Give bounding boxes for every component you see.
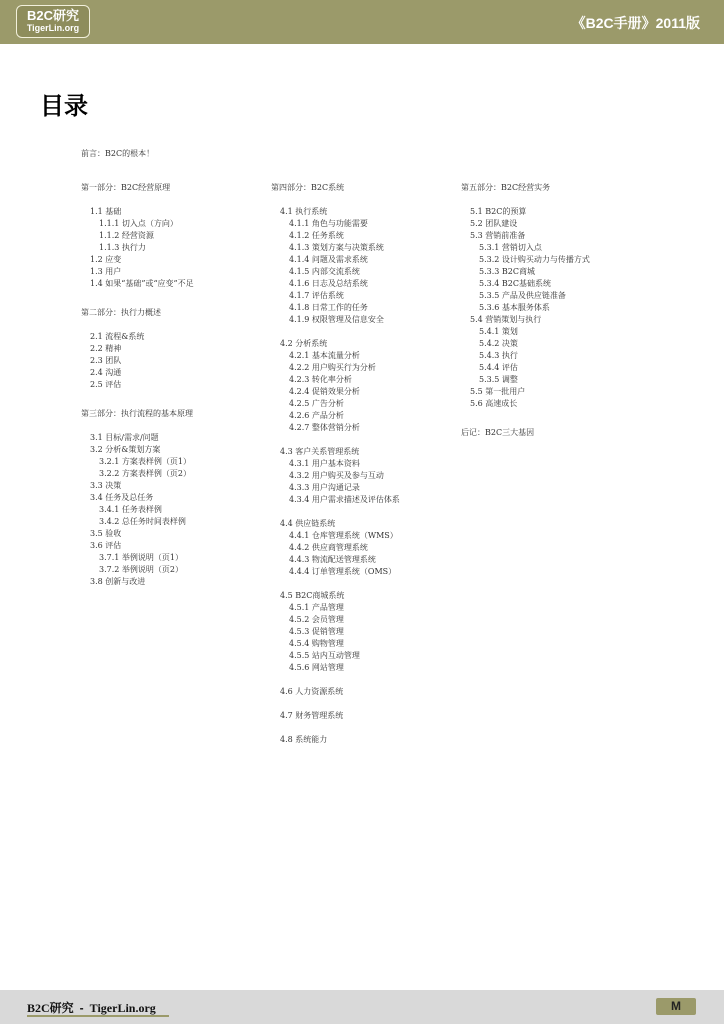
toc-entry[interactable]: 4.3.2 用户购买及参与互动 (289, 471, 384, 480)
toc-entry[interactable]: 5.3.5 调整 (479, 375, 518, 384)
toc-group (461, 206, 641, 410)
toc-section (81, 307, 261, 391)
toc-entry[interactable]: 4.7 财务管理系统 (280, 711, 344, 720)
toc-entry[interactable]: 4.4.1 仓库管理系统（WMS） (289, 531, 398, 540)
toc-entry[interactable]: 3.1 目标/需求/问题 (90, 433, 159, 442)
page-number-badge: M (656, 998, 696, 1015)
site-logo[interactable] (16, 5, 90, 38)
toc-entry[interactable]: 1.1.1 切入点（方向） (99, 219, 178, 228)
toc-entry[interactable]: 5.6 高速成长 (470, 399, 518, 408)
toc-entry[interactable]: 4.3.4 用户需求描述及评估体系 (289, 495, 400, 504)
page-title: 目录 (40, 92, 88, 120)
toc-entry[interactable]: 4.2.7 整体营销分析 (289, 423, 360, 432)
toc-section-title[interactable]: 第一部分：B2C经营原理 (81, 183, 171, 192)
toc-entry[interactable]: 3.8 创新与改进 (90, 577, 146, 586)
toc-section-title[interactable]: 第五部分：B2C经营实务 (461, 183, 551, 192)
toc-entry[interactable]: 3.3 决策 (90, 481, 122, 490)
toc-entry[interactable]: 4.1 执行系统 (280, 207, 328, 216)
toc-entry[interactable]: 4.8 系统能力 (280, 735, 328, 744)
toc-entry[interactable]: 1.2 应变 (90, 255, 122, 264)
toc-entry[interactable]: 5.4 营销策划与执行 (470, 315, 542, 324)
toc-column-1 (81, 182, 261, 605)
toc-entry[interactable]: 5.4.1 策划 (479, 327, 518, 336)
toc-entry[interactable]: 2.5 评估 (90, 380, 122, 389)
toc-section-title[interactable]: 第三部分：执行流程的基本原理 (81, 409, 193, 418)
logo-sub-text: TigerLin.org (26, 23, 80, 33)
toc-entry[interactable]: 3.2.1 方案表样例（页1） (99, 457, 191, 466)
book-title: 《B2C手册》2011版 (571, 15, 700, 31)
toc-section (81, 182, 261, 290)
toc-group (271, 206, 451, 326)
toc-entry[interactable]: 4.5.5 站内互动管理 (289, 651, 360, 660)
toc-entry[interactable]: 3.7.1 举例说明（页1） (99, 553, 183, 562)
toc-entry[interactable]: 5.3.2 设计购买动力与传播方式 (479, 255, 590, 264)
toc-entry[interactable]: 4.1.4 问题及需求系统 (289, 255, 368, 264)
toc-entry[interactable]: 4.2 分析系统 (280, 339, 328, 348)
toc-group (271, 338, 451, 434)
toc-entry[interactable]: 4.2.5 广告分析 (289, 399, 344, 408)
toc-section-title[interactable]: 第二部分：执行力概述 (81, 308, 161, 317)
toc-entry[interactable]: 4.4 供应链系统 (280, 519, 336, 528)
toc-group (271, 446, 451, 506)
toc-entry[interactable]: 4.1.2 任务系统 (289, 231, 344, 240)
toc-entry[interactable]: 4.5 B2C商城系统 (280, 591, 345, 600)
toc-entry[interactable]: 2.4 沟通 (90, 368, 122, 377)
footer-bar (0, 990, 724, 1024)
toc-entry[interactable]: 4.5.4 购物管理 (289, 639, 344, 648)
toc-entry[interactable]: 4.5.2 会员管理 (289, 615, 344, 624)
toc-entry[interactable]: 4.3.3 用户沟通记录 (289, 483, 360, 492)
toc-entry[interactable]: 5.4.2 决策 (479, 339, 518, 348)
logo-main-text: B2C研究 (26, 8, 79, 23)
toc-entry[interactable]: 5.4.4 评估 (479, 363, 518, 372)
toc-entry[interactable]: 5.3.1 营销切入点 (479, 243, 542, 252)
toc-entry[interactable]: 1.4 如果“基础”或“应变”不足 (90, 279, 194, 288)
toc-entry[interactable]: 5.3.3 B2C商城 (479, 267, 535, 276)
toc-section (461, 427, 641, 439)
toc-entry[interactable]: 5.3.4 B2C基础系统 (479, 279, 551, 288)
toc-entry[interactable]: 4.4.4 订单管理系统（OMS） (289, 567, 397, 576)
toc-entry[interactable]: 4.1.9 权限管理及信息安全 (289, 315, 384, 324)
toc-entry[interactable]: 5.3.5 产品及供应链准备 (479, 291, 566, 300)
toc-entry[interactable]: 4.1.3 策划方案与决策系统 (289, 243, 384, 252)
footer-separator: - (79, 1001, 84, 1015)
toc-entry[interactable]: 4.1.1 角色与功能需要 (289, 219, 368, 228)
toc-entry[interactable]: 3.4 任务及总任务 (90, 493, 154, 502)
toc-entry[interactable]: 4.6 人力资源系统 (280, 687, 344, 696)
toc-entry[interactable]: 1.3 用户 (90, 267, 122, 276)
toc-entry[interactable]: 4.5.6 网站管理 (289, 663, 344, 672)
toc-entry[interactable]: 3.5 验收 (90, 529, 122, 538)
toc-entry[interactable]: 5.3.6 基本服务体系 (479, 303, 550, 312)
toc-entry[interactable]: 4.1.7 评估系统 (289, 291, 344, 300)
toc-entry[interactable]: 3.2 分析&策划方案 (90, 445, 161, 454)
toc-entry[interactable]: 4.2.3 转化率分析 (289, 375, 352, 384)
toc-entry[interactable]: 2.2 精神 (90, 344, 122, 353)
footer-brand-left: B2C研究 (27, 1001, 74, 1015)
toc-section (271, 182, 451, 746)
toc-entry[interactable]: 2.1 流程&系统 (90, 332, 145, 341)
toc-group (271, 590, 451, 674)
toc-entry[interactable]: 3.4.2 总任务时间表样例 (99, 517, 186, 526)
toc-entry[interactable]: 4.5.3 促销管理 (289, 627, 344, 636)
toc-entry[interactable]: 5.2 团队建设 (470, 219, 518, 228)
toc-entry[interactable]: 3.2.2 方案表样例（页2） (99, 469, 191, 478)
toc-group (271, 734, 451, 746)
toc-entry[interactable]: 4.2.1 基本流量分析 (289, 351, 360, 360)
footer-brand[interactable] (27, 999, 156, 1016)
toc-section (81, 408, 261, 588)
toc-entry[interactable]: 5.1 B2C的预算 (470, 207, 527, 216)
toc-entry[interactable]: 3.7.2 举例说明（页2） (99, 565, 183, 574)
toc-column-3 (461, 182, 641, 456)
toc-section-title[interactable]: 后记：B2C三大基因 (461, 428, 535, 437)
toc-entry[interactable]: 4.2.6 产品分析 (289, 411, 344, 420)
toc-group (81, 206, 261, 290)
toc-entry[interactable]: 4.3.1 用户基本资料 (289, 459, 360, 468)
toc-entry[interactable]: 4.1.8 日常工作的任务 (289, 303, 368, 312)
toc-section-title[interactable]: 第四部分：B2C系统 (271, 183, 345, 192)
toc-entry[interactable]: 5.3 营销前准备 (470, 231, 526, 240)
toc-group (81, 432, 261, 588)
toc-entry[interactable]: 3.4.1 任务表样例 (99, 505, 162, 514)
toc-preface[interactable]: 前言：B2C的根本！ (81, 149, 155, 158)
toc-section (461, 182, 641, 410)
footer-underline (27, 1015, 169, 1017)
header-bar (0, 0, 724, 44)
toc-entry[interactable]: 4.5.1 产品管理 (289, 603, 344, 612)
toc-entry[interactable]: 4.1.6 日志及总结系统 (289, 279, 368, 288)
toc-group (271, 518, 451, 578)
footer-brand-right: TigerLin.org (89, 1001, 156, 1015)
toc-entry[interactable]: 4.1.5 内部交流系统 (289, 267, 360, 276)
toc-entry[interactable]: 4.2.2 用户购买行为分析 (289, 363, 376, 372)
toc-entry[interactable]: 1.1.3 执行力 (99, 243, 146, 252)
toc-entry[interactable]: 4.4.2 供应商管理系统 (289, 543, 368, 552)
toc-entry[interactable]: 4.3 客户关系管理系统 (280, 447, 360, 456)
toc-entry[interactable]: 5.4.3 执行 (479, 351, 518, 360)
toc-entry[interactable]: 2.3 团队 (90, 356, 122, 365)
toc-entry[interactable]: 1.1.2 经营资源 (99, 231, 154, 240)
toc-entry[interactable]: 1.1 基础 (90, 207, 122, 216)
toc-column-2 (271, 182, 451, 763)
toc-group (81, 331, 261, 391)
toc-group (271, 686, 451, 698)
toc-entry[interactable]: 4.4.3 物流配送管理系统 (289, 555, 376, 564)
toc-group (271, 710, 451, 722)
toc-entry[interactable]: 4.2.4 促销效果分析 (289, 387, 360, 396)
toc-entry[interactable]: 3.6 评估 (90, 541, 122, 550)
toc-entry[interactable]: 5.5 第一批用户 (470, 387, 526, 396)
